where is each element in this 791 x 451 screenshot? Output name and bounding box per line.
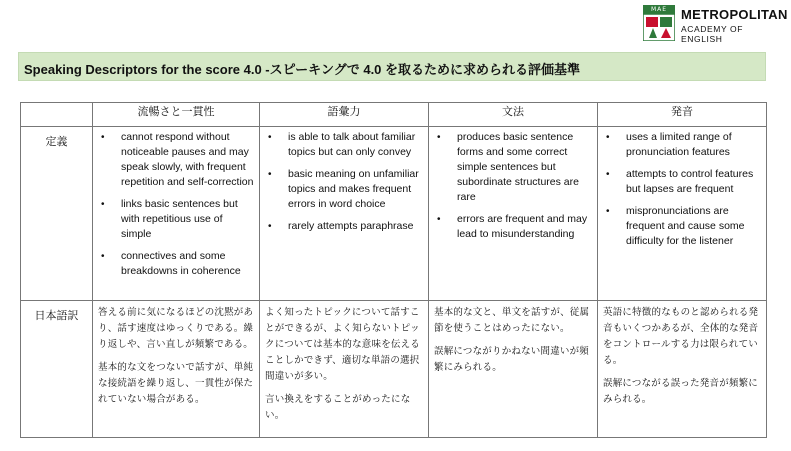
pronunciation-japanese-cell bbox=[598, 301, 767, 438]
list-item: • produces basic sentence forms and some correct simple sentences but subordinate structures are rare bbox=[457, 130, 593, 205]
list-item: • attempts to control features but lapses are frequent bbox=[626, 167, 762, 197]
logo-badge: MAE bbox=[643, 5, 675, 14]
lexical-definition-cell bbox=[260, 127, 429, 301]
shield-icon bbox=[643, 14, 675, 41]
list-item: • mispronunciations are frequent and cause some difficulty for the listener bbox=[626, 204, 762, 249]
pronunciation-definition-cell bbox=[598, 127, 767, 301]
fluency-definition-cell bbox=[93, 127, 260, 301]
list-item: • errors are frequent and may lead to misunderstanding bbox=[457, 212, 593, 242]
logo-name: METROPOLITAN bbox=[681, 7, 788, 22]
jp-paragraph: よく知ったトピックについて話すことができるが、よく知らないトピックについては基本的な意味を伝えることしかできず、適切な単語の選択間違いが多い。 bbox=[265, 307, 421, 382]
row-label-definition: 定義 bbox=[21, 127, 93, 301]
descriptor-table bbox=[20, 102, 767, 438]
header-pronunciation: 発音 bbox=[598, 103, 767, 127]
grammar-definition-cell bbox=[429, 127, 598, 301]
jp-paragraph: 答える前に気になるほどの沈黙があり、話す速度はゆっくりである。繰り返しや、言い直しが頻繁である。 bbox=[98, 307, 254, 350]
row-label-japanese: 日本語訳 bbox=[21, 301, 93, 438]
list-item: • is able to talk about familiar topics but can only convey bbox=[288, 130, 424, 160]
list-item: • uses a limited range of pronunciation features bbox=[626, 130, 762, 160]
list-item: • rarely attempts paraphrase bbox=[288, 219, 424, 234]
jp-paragraph: 誤解につながりかねない間違いが頻繁にみられる。 bbox=[434, 346, 590, 373]
jp-paragraph: 誤解につながる誤った発音が頻繁にみられる。 bbox=[603, 378, 759, 405]
jp-paragraph: 英語に特徴的なものと認められる発音もいくつかあるが、全体的な発音をコントロールする力は限られている。 bbox=[603, 307, 759, 366]
jp-paragraph: 基本的な文と、単文を話すが、従属節を使うことはめったにない。 bbox=[434, 307, 590, 334]
header-row bbox=[21, 103, 767, 127]
logo-mark bbox=[643, 5, 675, 41]
list-item: • basic meaning on unfamiliar topics and makes frequent errors in word choice bbox=[288, 167, 424, 212]
definition-row bbox=[21, 127, 767, 301]
grammar-japanese-cell bbox=[429, 301, 598, 438]
title-banner bbox=[18, 52, 766, 81]
page-title: Speaking Descriptors for the score 4.0 -スピーキングで 4.0 を取るために求められる評価基準 bbox=[24, 62, 581, 77]
header-lexical: 語彙力 bbox=[260, 103, 429, 127]
academy-logo bbox=[643, 5, 788, 45]
fluency-japanese-cell bbox=[93, 301, 260, 438]
logo-subtitle: ACADEMY OF ENGLISH bbox=[681, 24, 744, 44]
header-fluency: 流暢さと一貫性 bbox=[93, 103, 260, 127]
list-item: • cannot respond without noticeable pauses and may speak slowly, with frequent repetition and self-correction bbox=[121, 130, 255, 190]
list-item: • links basic sentences but with repetitious use of simple bbox=[121, 197, 255, 242]
lexical-japanese-cell bbox=[260, 301, 429, 438]
jp-paragraph: 基本的な文をつないで話すが、単純な接続語を繰り返し、一貫性が保たれていない場合がある。 bbox=[98, 362, 254, 405]
japanese-row bbox=[21, 301, 767, 438]
list-item: • connectives and some breakdowns in coherence bbox=[121, 249, 255, 279]
header-grammar: 文法 bbox=[429, 103, 598, 127]
jp-paragraph: 言い換えをすることがめったにない。 bbox=[265, 394, 411, 421]
header-empty bbox=[21, 103, 93, 127]
